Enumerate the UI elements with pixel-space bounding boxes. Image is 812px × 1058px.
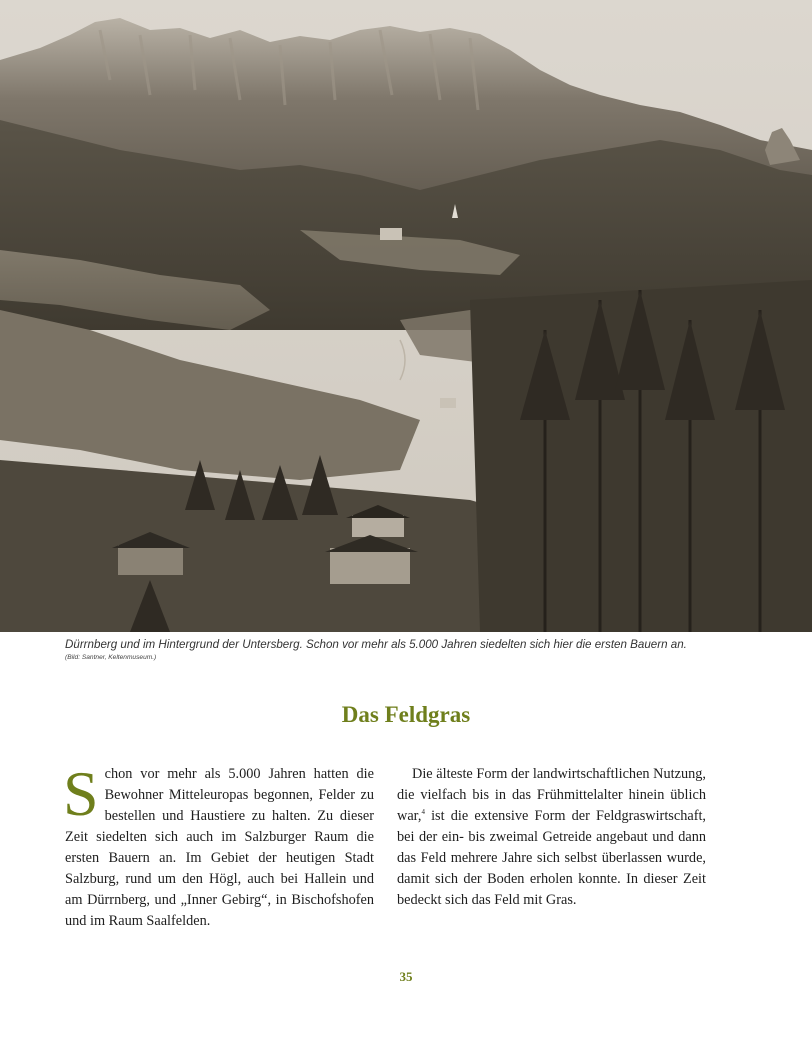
drop-cap: S — [63, 758, 99, 829]
page-number: 35 — [399, 969, 413, 984]
left-paragraph — [63, 758, 374, 932]
section-title: Das Feldgras — [341, 702, 471, 727]
right-paragraph — [397, 764, 706, 911]
caption-credit: (Bild: Santner, Keltenmuseum.) — [65, 654, 157, 661]
footnote-ref[interactable]: 4 — [421, 808, 425, 817]
right-column — [397, 764, 706, 911]
left-column — [63, 758, 374, 932]
caption-text: Dürrnberg und im Hintergrund der Untersberg. Schon vor mehr als 5.000 Jahren siedelten sich hier die ersten Bauern an. — [65, 638, 687, 651]
right-paragraph-text-1: Die älteste Form der landwirtschaftlichen Nutzung, die vielfach bis in das Frühmittelalter hinein üblich war, — [397, 766, 706, 824]
left-paragraph-text: chon vor mehr als 5.000 Jahren hatten die Bewohner Mitteleuropas begonnen, Felder zu bestellen und Haustiere zu halten. Zu dieser Zeit siedelten sich auch im Salzburger Raum die ersten Bauern an. Im Gebiet der heutigen Stadt Salzburg, rund um den Högl, auch bei Hallein und am Dürrnberg, und „Inner Gebirg“, in Bischofshofen und im Raum Saalfelden. — [65, 766, 374, 929]
photo-caption — [65, 638, 765, 663]
right-paragraph-text-2: ist die extensive Form der Feldgraswirtschaft, bei der ein- bis zweimal Getreide angebaut und dann das Feld mehrere Jahre sich selbst überlassen wurde, damit sich der Boden erholen konnte. In dieser Zeit bedeckt sich das Feld mit Gras. — [397, 808, 706, 908]
